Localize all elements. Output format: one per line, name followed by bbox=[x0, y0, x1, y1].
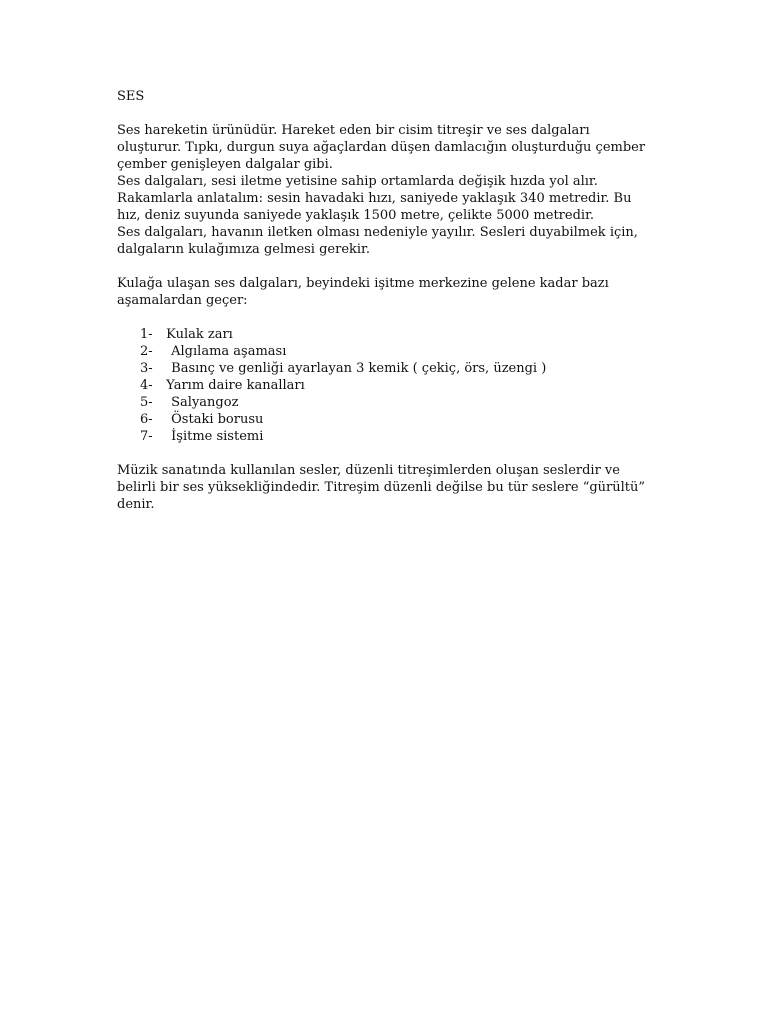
list-item-number: 5- bbox=[140, 395, 153, 410]
paragraph-music-sounds bbox=[117, 462, 657, 513]
paragraph-line: aşamalardan geçer: bbox=[117, 293, 248, 308]
list-item-text: Basınç ve genliği ayarlayan 3 kemik ( çekiç, örs, üzengi ) bbox=[171, 361, 547, 376]
list-item-number: 7- bbox=[140, 429, 153, 444]
document-title: SES bbox=[117, 89, 145, 104]
paragraph-spacer bbox=[117, 445, 657, 462]
list-item bbox=[117, 360, 657, 377]
paragraph-line: denir. bbox=[117, 497, 155, 512]
list-item bbox=[117, 428, 657, 445]
paragraph-line: Ses dalgaları, sesi iletme yetisine sahip ortamlarda değişik hızda yol alır. bbox=[117, 174, 598, 189]
list-item-text: Östaki borusu bbox=[171, 412, 264, 427]
list-item bbox=[117, 326, 657, 343]
paragraph-line: hız, deniz suyunda saniyede yaklaşık 1500 metre, çelikte 5000 metredir. bbox=[117, 208, 594, 223]
hearing-stages-list bbox=[117, 326, 657, 445]
list-item-text: İşitme sistemi bbox=[171, 429, 264, 444]
paragraph-line: Ses hareketin ürünüdür. Hareket eden bir cisim titreşir ve ses dalgaları bbox=[117, 123, 590, 138]
paragraph-line: belirli bir ses yüksekliğindedir. Titreşim düzenli değilse bu tür seslere “gürültü” bbox=[117, 480, 646, 495]
paragraph-line: dalgaların kulağımıza gelmesi gerekir. bbox=[117, 242, 370, 257]
list-item-number: 6- bbox=[140, 412, 153, 427]
paragraph-line: Kulağa ulaşan ses dalgaları, beyindeki işitme merkezine gelene kadar bazı bbox=[117, 276, 609, 291]
paragraph-line: çember genişleyen dalgalar gibi. bbox=[117, 157, 333, 172]
list-item bbox=[117, 411, 657, 428]
list-item-text: Algılama aşaması bbox=[171, 344, 287, 359]
list-item-text: Yarım daire kanalları bbox=[166, 378, 305, 393]
document-page bbox=[117, 88, 657, 513]
list-item bbox=[117, 394, 657, 411]
list-item-number: 2- bbox=[140, 344, 153, 359]
list-item-text: Salyangoz bbox=[171, 395, 239, 410]
paragraph-line: Rakamlarla anlatalım: sesin havadaki hızı, saniyede yaklaşık 340 metredir. Bu bbox=[117, 191, 632, 206]
list-item-number: 4- bbox=[140, 378, 153, 393]
paragraph-line: Müzik sanatında kullanılan sesler, düzenli titreşimlerden oluşan seslerdir ve bbox=[117, 463, 620, 478]
list-item bbox=[117, 377, 657, 394]
paragraph-line: Ses dalgaları, havanın iletken olması nedeniyle yayılır. Sesleri duyabilmek için, bbox=[117, 225, 638, 240]
paragraph-spacer bbox=[117, 258, 657, 275]
paragraph-line: oluşturur. Tıpkı, durgun suya ağaçlardan düşen damlacığın oluşturduğu çember bbox=[117, 140, 646, 155]
list-item-text: Kulak zarı bbox=[166, 327, 233, 342]
list-item-number: 3- bbox=[140, 361, 153, 376]
list-item bbox=[117, 343, 657, 360]
list-item-number: 1- bbox=[140, 327, 153, 342]
paragraph-spacer bbox=[117, 309, 657, 326]
paragraph-hearing-stages bbox=[117, 275, 657, 309]
paragraph-sound-intro bbox=[117, 122, 657, 258]
